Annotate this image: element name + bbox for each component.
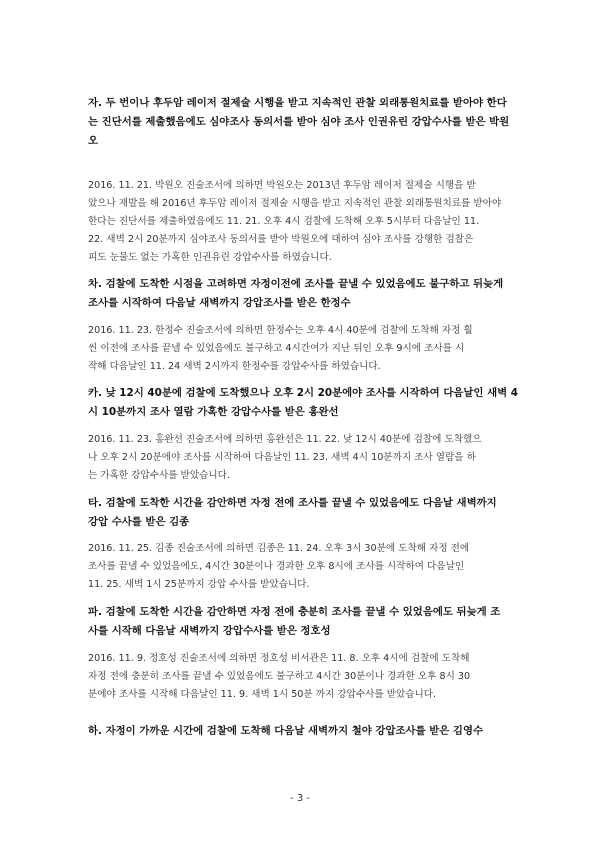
- heading-line: 카. 낮 12시 40분에 검찰에 도착했으나 오후 2시 20분에야 조사를 시작하여 다음날인 새벽 4: [88, 387, 519, 399]
- heading-line: 사를 시작해 다음날 새벽까지 강압수사를 받은 정호성: [88, 625, 331, 637]
- heading-line: 시 10분까지 조사 열람 가혹한 강압수사를 받은 홍완선: [88, 406, 339, 418]
- section-heading-ka: [88, 384, 522, 422]
- body-line: 2016. 11. 23. 한정수 진술조서에 의하면 한정수는 오후 4시 40분에 검찰에 도착해 자정 훨: [88, 325, 473, 336]
- heading-line: 하. 자정이 가까운 시간에 검찰에 도착해 다음날 새벽까지 철야 강압조사를 받은 김영수: [88, 725, 484, 737]
- body-line: 작해 다음날인 11. 24 새벽 2시까지 한정수를 강압수사를 하였습니다.: [88, 361, 381, 372]
- section-body-ka: [88, 431, 522, 485]
- heading-line: 오: [88, 135, 99, 147]
- body-line: 씬 이전에 조사를 끝낼 수 있었음에도 불구하고 4시간여가 지난 뒤인 오후 9시에 조사를 시: [88, 343, 465, 354]
- body-line: 피도 눈물도 없는 가혹한 인권유린 강압수사를 하였습니다.: [88, 252, 332, 263]
- section-body-cha: [88, 322, 522, 376]
- section-body-pa: [88, 650, 522, 704]
- heading-line: 파. 검찰에 도착한 시간을 감안하면 자정 전에 충분히 조사를 끝낼 수 있었음에도 뒤늦게 조: [88, 606, 501, 618]
- body-line: 한다는 진단서를 제출하였음에도 11. 21. 오후 4시 검찰에 도착해 오후 5시부터 다음날인 11.: [88, 216, 480, 227]
- section-heading-ha: [88, 722, 522, 741]
- body-line: 2016. 11. 23. 홍완선 진술조서에 의하면 홍완선은 11. 22. 낮 12시 40분에 검찰에 도착했으: [88, 434, 482, 445]
- heading-line: 는 진단서를 제출했음에도 심야조사 동의서를 받아 심야 조사 인권유린 강압수사를 받은 박원: [88, 116, 510, 128]
- body-line: 분에야 조사를 시작해 다음날인 11. 9. 새벽 1시 50분 까지 강압수사를 받았습니다.: [88, 689, 437, 700]
- heading-line: 자. 두 번이나 후두암 레이저 절제술 시행을 받고 지속적인 관찰 외래통원치료를 받아야 한다: [88, 97, 507, 109]
- page-number: - 3 -: [290, 793, 310, 804]
- body-line: 11. 25. 새벽 1시 25분까지 강압 수사를 받았습니다.: [88, 579, 310, 590]
- body-line: 았으나 재발을 해 2016년 후두암 레이저 절제술 시행을 받고 지속적인 관찰 외래통원치료를 받아야: [88, 198, 502, 209]
- heading-line: 타. 검찰에 도착한 시간을 감안하면 자정 전에 조사를 끝낼 수 있었음에도 다음날 새벽까지: [88, 497, 497, 509]
- body-line: 조사를 끝낼 수 있었음에도, 4시간 30분이나 경과한 오후 8시에 조사를 시작하여 다음날인: [88, 561, 465, 572]
- section-heading-ta: [88, 494, 522, 532]
- heading-line: 조사를 시작하여 다음날 새벽까지 강압조사를 받은 한정수: [88, 297, 351, 309]
- section-body-ja: [88, 177, 522, 267]
- body-line: 22. 새벽 2시 20분까지 심야조사 동의서를 받아 박원오에 대하여 심야 조사를 강행한 검찰은: [88, 234, 474, 245]
- body-line: 2016. 11. 21. 박원오 진술조서에 의하면 박원오는 2013년 후두암 레이저 절제술 시행을 받: [88, 180, 476, 191]
- section-body-ta: [88, 540, 522, 594]
- section-heading-ja: [88, 94, 522, 151]
- section-heading-cha: [88, 275, 522, 313]
- heading-line: 차. 검찰에 도착한 시점을 고려하면 자정이전에 조사를 끝낼 수 있었음에도 불구하고 뒤늦게: [88, 278, 504, 290]
- body-line: 자정 전에 충분히 조사를 끝낼 수 있었음에도 불구하고 4시간 30분이나 경과한 오후 8시 30: [88, 671, 471, 682]
- body-line: 나 오후 2시 20분에야 조사를 시작하여 다음날인 11. 23. 새벽 4시 10분까지 조사 열람을 하: [88, 452, 476, 463]
- heading-line: 강압 수사를 받은 김종: [88, 516, 190, 528]
- section-heading-pa: [88, 603, 522, 641]
- body-line: 는 가혹한 강압수사를 받았습니다.: [88, 470, 230, 481]
- body-line: 2016. 11. 25. 김종 진술조서에 의하면 김종은 11. 24. 오후 3시 30분에 도착해 자정 전에: [88, 543, 470, 554]
- body-line: 2016. 11. 9. 정호성 진술조서에 의하면 정호성 비서관은 11. 8. 오후 4시에 검찰에 도착해: [88, 653, 470, 664]
